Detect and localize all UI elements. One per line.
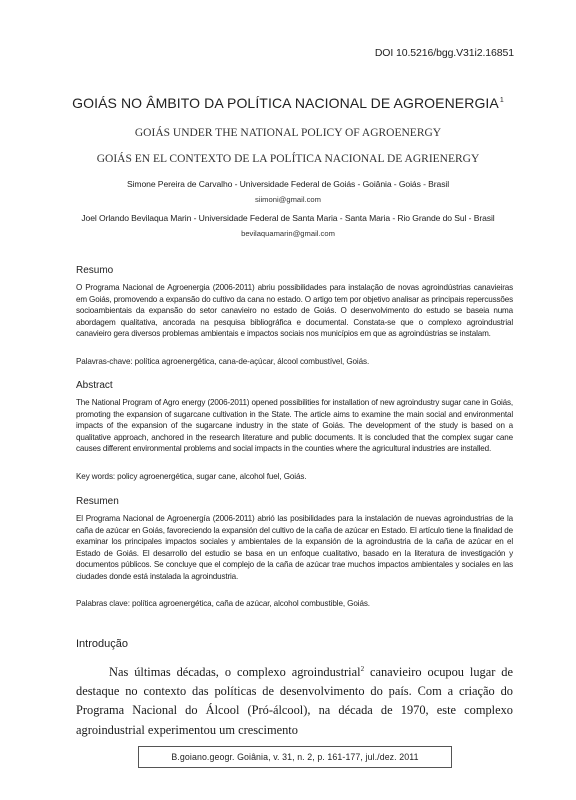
footnote-marker-1: 1 (499, 97, 504, 104)
resumo-heading: Resumo (76, 265, 114, 276)
introducao-text-rest: canavieiro ocupou lugar de destaque no contexto das políticas de desenvolvimento do país. Com a criação do Programa Nacional do Álcool (Pró-álcool), na década de 1970, este complexo agroindustrial experimentou um crescimento (76, 665, 513, 737)
introducao-paragraph (76, 660, 513, 740)
resumo-keywords: Palavras-chave: política agroenergética, cana-de-açúcar, álcool combustível, Goiás. (76, 357, 370, 366)
author-2-affiliation: Joel Orlando Bevilaqua Marin - Universidade Federal de Santa Maria - Santa Maria - Rio Grande do Sul - Brasil (81, 213, 495, 223)
author-2-email[interactable]: bevilaquamarin@gmail.com (241, 229, 335, 238)
title-english: GOIÁS UNDER THE NATIONAL POLICY OF AGROENERGY (134, 127, 442, 139)
resumen-heading: Resumen (76, 496, 119, 507)
introducao-text-start: Nas últimas décadas, o complexo agroindustrial (109, 665, 361, 679)
author-1-email[interactable]: siimoni@gmail.com (255, 195, 321, 204)
abstract-heading: Abstract (76, 380, 113, 391)
footnote-marker-2: 2 (360, 665, 365, 673)
abstract-text: The National Program of Agro energy (2006-2011) opened possibilities for installation of new agroindustry sugar cane in Goiás, promoting the expansion of sugarcane cultivation in the State. The article aims to examine the main social and environmental impacts of the expansion of the sugarcane industry in the state of Goiás. The development of the study is based on a qualitative approach, anchored in the research literature and public documents. It is concluded that the complex sugar cane causes different environmental problems and social impacts in the counties where the agricultural industries are installed. (76, 398, 513, 454)
title-spanish: GOIÁS EN EL CONTEXTO DE LA POLÍTICA NACIONAL DE AGRIENERGY (96, 153, 480, 165)
title-portuguese (0, 95, 576, 111)
introducao-heading: Introdução (76, 638, 128, 650)
abstract-keywords: Key words: policy agroenergética, sugar cane, alcohol fuel, Goiás. (76, 472, 307, 481)
doi-label[interactable]: DOI 10.5216/bgg.V31i2.16851 (374, 47, 514, 59)
author-1-affiliation: Simone Pereira de Carvalho - Universidade Federal de Goiás - Goiânia - Goiás - Brasil (126, 179, 450, 189)
title-portuguese-text: GOIÁS NO ÂMBITO DA POLÍTICA NACIONAL DE AGROENERGIA (72, 95, 499, 111)
journal-citation-footer: B.goiano.geogr. Goiânia, v. 31, n. 2, p. 161-177, jul./dez. 2011 (138, 746, 452, 768)
resumo-text: O Programa Nacional de Agroenergia (2006-2011) abriu possibilidades para instalação de novas agroindústrias canavieiras em Goiás, promovendo a expansão do cultivo da cana no estado. O artigo tem por objetivo analisar as principais repercussões socioambientais da expansão do setor canavieiro no estado de Goiás. O desenvolvimento do estudo se baseia numa abordagem qualitativa, ancorada na pesquisa bibliográfica e documental. Constata-se que o complexo agroindustrial canavieiro gera diversos problemas ambientais e impactos sociais nos municípios em que as agroindústrias se instalam. (76, 283, 513, 339)
resumen-text: El Programa Nacional de Agroenergía (2006-2011) abrió las posibilidades para la instalación de nuevas agroindustrias de la caña de azúcar en Goiás, favoreciendo la expansión del cultivo de la caña de azúcar en Estado. El artículo tiene la finalidad de examinar los principales impactos sociales y ambientales de la expansión de la agroindustria de la caña de azúcar en el Estado de Goiás. El desarrollo del estudio se basa en un enfoque cualitativo, basado en la literatura de investigación y documentos públicos. Se concluye que el complejo de la caña de azúcar trae muchos impactos ambientales y sociales en las ciudades donde está instalada la agroindustria. (76, 514, 513, 581)
resumen-keywords: Palabras clave: política agroenergética, caña de azúcar, alcohol combustible, Goiás. (76, 599, 370, 608)
